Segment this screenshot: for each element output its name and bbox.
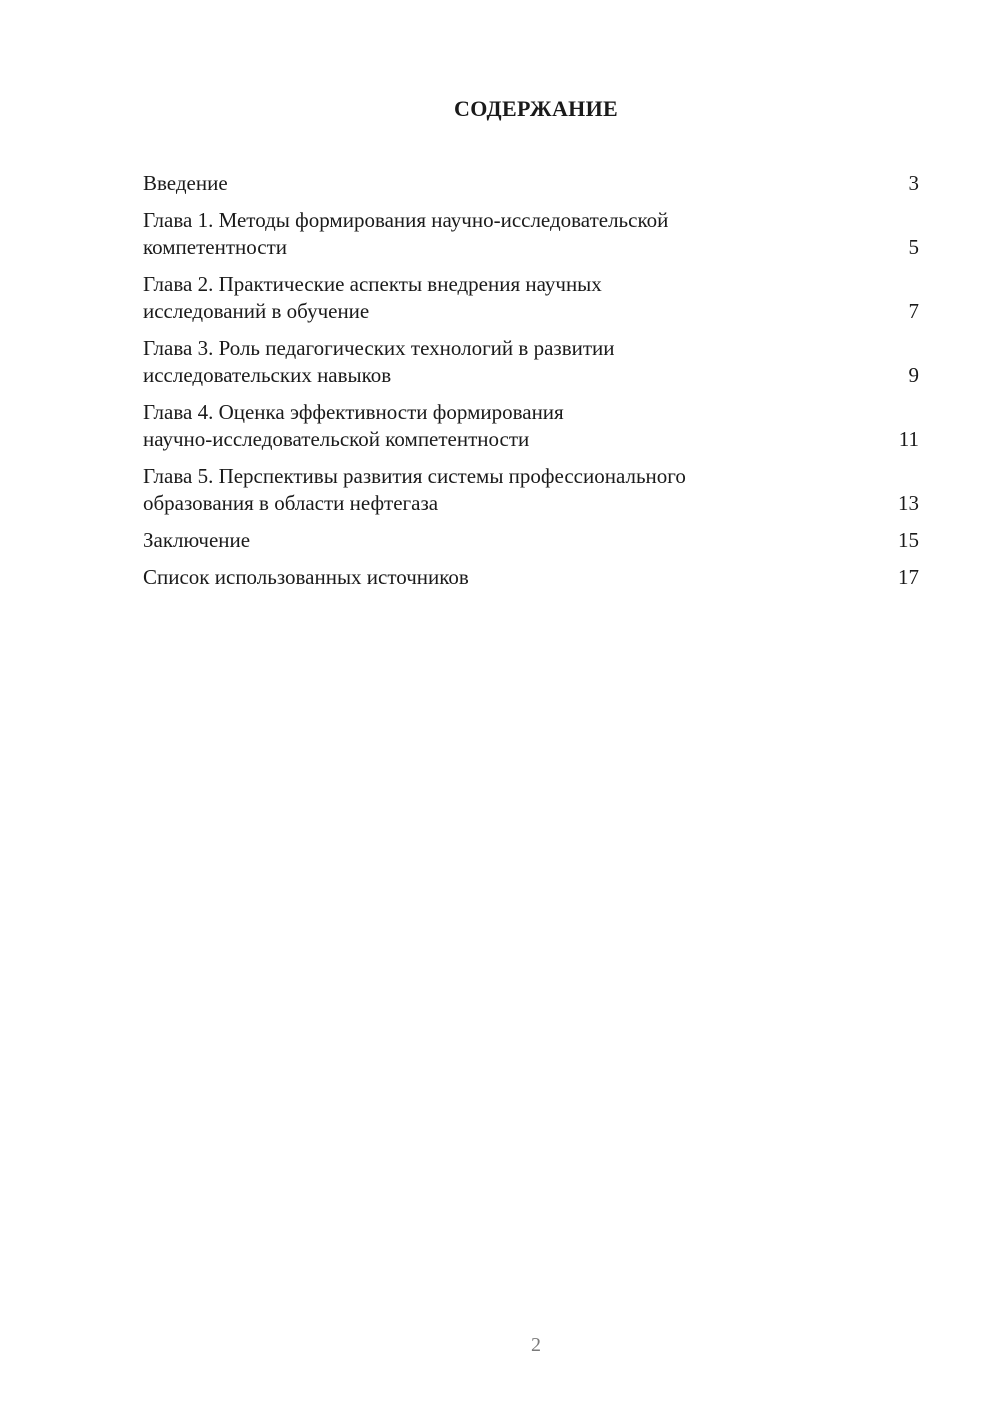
toc-line: Глава 2. Практические аспекты внедрения научных <box>143 272 602 296</box>
toc-entry-text <box>143 335 889 389</box>
toc-line: исследований в обучение <box>143 299 370 323</box>
page-title: СОДЕРЖАНИЕ <box>454 96 618 121</box>
toc-line: Список использованных источников <box>143 565 469 589</box>
page-number: 2 <box>531 1334 541 1356</box>
toc-entry-chapter-4[interactable] <box>143 399 919 453</box>
toc-entry-references[interactable] <box>143 564 919 591</box>
toc-entry-text <box>143 399 889 453</box>
toc-line: Глава 1. Методы формирования научно-исследовательской <box>143 208 669 232</box>
toc-line: компетентности <box>143 235 287 259</box>
toc-page-number: 13 <box>898 491 919 515</box>
toc-line: исследовательских навыков <box>143 363 392 387</box>
toc-entry-text <box>143 527 889 554</box>
toc-line: Глава 5. Перспективы развития системы профессионального <box>143 464 686 488</box>
table-of-contents <box>143 170 919 601</box>
toc-line: Глава 4. Оценка эффективности формирования <box>143 400 564 424</box>
toc-page-number: 11 <box>898 427 919 451</box>
toc-entry-text <box>143 170 889 197</box>
toc-line: образования в области нефтегаза <box>143 491 439 515</box>
toc-entry-chapter-2[interactable] <box>143 271 919 325</box>
toc-entry-chapter-5[interactable] <box>143 463 919 517</box>
toc-line: научно-исследовательской компетентности <box>143 427 530 451</box>
toc-entry-chapter-3[interactable] <box>143 335 919 389</box>
toc-entry-chapter-1[interactable] <box>143 207 919 261</box>
toc-page-number: 7 <box>908 299 919 323</box>
toc-entry-conclusion[interactable] <box>143 527 919 554</box>
toc-entry-text <box>143 463 889 517</box>
toc-entry-text <box>143 564 889 591</box>
toc-page-number: 15 <box>898 528 919 552</box>
toc-page-number: 17 <box>898 565 919 589</box>
toc-line: Заключение <box>143 528 251 552</box>
toc-entry-introduction[interactable] <box>143 170 919 197</box>
toc-page-number: 5 <box>908 235 919 259</box>
toc-entry-text <box>143 271 889 325</box>
toc-page-number: 3 <box>908 171 919 195</box>
toc-entry-text <box>143 207 889 261</box>
toc-line: Введение <box>143 171 228 195</box>
toc-line: Глава 3. Роль педагогических технологий в развитии <box>143 336 615 360</box>
toc-page-number: 9 <box>908 363 919 387</box>
